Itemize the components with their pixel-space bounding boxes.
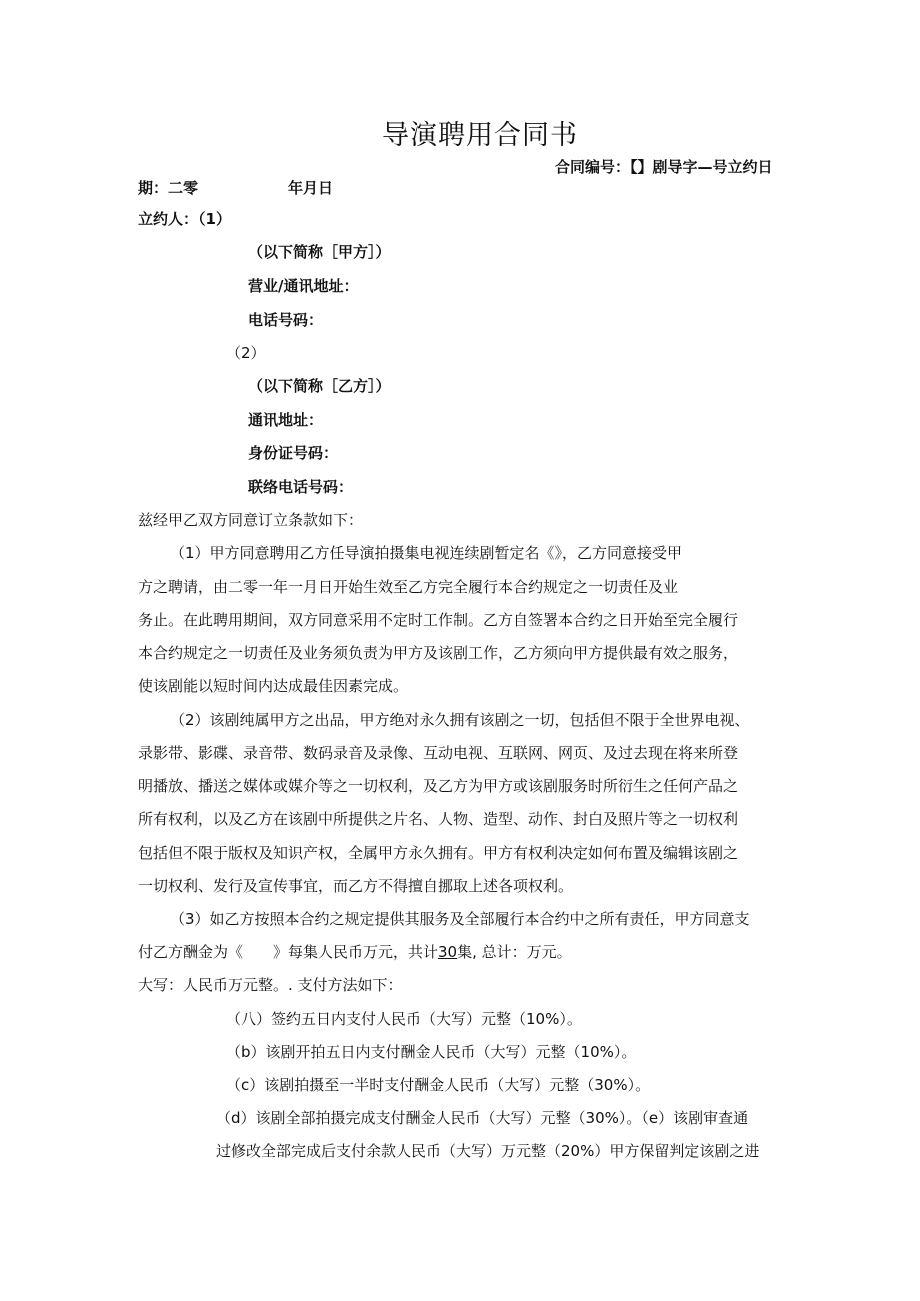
clause-2-line: 所有权利，以及乙方在该剧中所提供之片名、人物、造型、动作、封白及照片等之一切权利 [138,810,739,828]
payment-item-d: （d）该剧全部拍摄完成支付酬金人民币（大写）元整（30%）。（e）该剧审查通 [216,1109,749,1127]
episode-count: 30 [438,943,458,961]
payment-item-c: （c）该剧拍摄至一半时支付酬金人民币（大写）元整（30%）。 [226,1076,651,1094]
parties-intro: 立约人：（1） [138,210,231,228]
party-a-abbreviation: （以下简称［甲方］） [248,243,391,261]
clause-3-line: 大写：人民币万元整。. 支付方法如下： [138,976,403,994]
clause-1-line: 使该剧能以短时间内达成最佳因素完成。 [138,677,409,695]
clause-1-line: 本合约规定之一切责任及业务须负责为甲方及该剧工作，乙方须向甲方提供最有效之服务， [138,644,739,662]
clause-2-line: 录影带、影碟、录音带、数码录音及录像、互动电视、互联网、网页、及过去现在将来所登 [138,744,739,762]
clause-3-line: （3）如乙方按照本合约之规定提供其服务及全部履行本合约中之所有责任，甲方同意支 [170,910,750,928]
document-title: 导演聘用合同书 [382,120,578,151]
clause-2-line: 包括但不限于版权及知识产权，全属甲方永久拥有。甲方有权利决定如何布置及编辑该剧之 [138,844,739,862]
clause-3-text: 集, 总计：万元。 [457,943,572,961]
party-a-address: 营业/通讯地址： [248,277,359,295]
clause-1-line: 方之聘请，由二零一年一月日开始生效至乙方完全履行本合约规定之一切责任及业 [138,578,679,596]
contract-date: 期：二零 年月日 [138,179,334,197]
party-b-phone: 联络电话号码： [248,478,354,496]
payment-item-b: （b）该剧开拍五日内支付酬金人民币（大写）元整（10%）。 [226,1043,637,1061]
clause-1-line: 务止。在此聘用期间，双方同意采用不定时工作制。乙方自签署本合约之日开始至完全履行 [138,611,739,629]
clause-3-text: 付乙方酬金为《 》每集人民币万元，共计 [138,943,439,961]
party-b-abbreviation: （以下简称［乙方］） [248,377,391,395]
payment-item-a: （八）签约五日内支付人民币（大写）元整（10%）。 [226,1010,582,1028]
party-b-id: 身份证号码： [248,444,339,462]
clause-2-line: （2）该剧纯属甲方之出品，甲方绝对永久拥有该剧之一切，包括但不限于全世界电视、 [170,711,750,729]
party-b-address: 通讯地址： [248,411,324,429]
contract-number: 合同编号：【】剧导字—号立约日 [555,158,773,176]
clause-1-line: （1）甲方同意聘用乙方任导演拍摄集电视连续剧暂定名《》，乙方同意接受甲 [170,544,683,562]
clause-2-line: 一切权利、发行及宣传事宜，而乙方不得擅自挪取上述各项权利。 [138,877,574,895]
payment-item-e: 过修改全部完成后支付余款人民币（大写）万元整（20%）甲方保留判定该剧之进 [216,1142,760,1160]
party-b-number: （2） [226,344,266,362]
clause-3-line [138,942,572,962]
agreement-intro: 兹经甲乙双方同意订立条款如下： [138,511,364,529]
clause-2-line: 明播放、播送之媒体或媒介等之一切权利，及乙方为甲方或该剧服务时所衍生之任何产品之 [138,777,739,795]
party-a-phone: 电话号码： [248,311,324,329]
